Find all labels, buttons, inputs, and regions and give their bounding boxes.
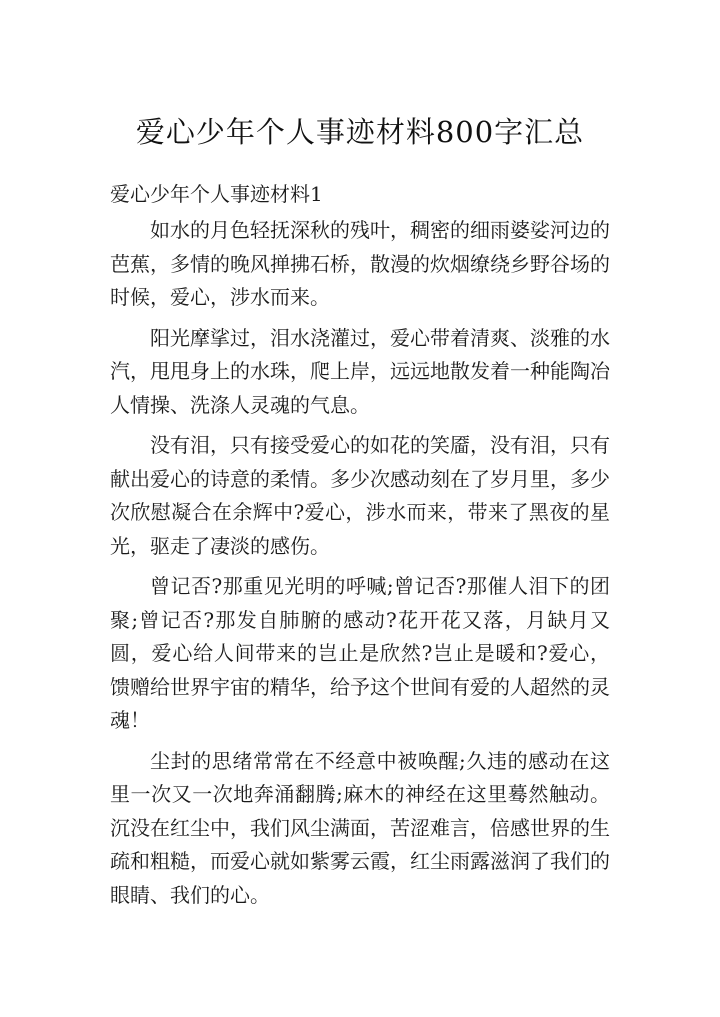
- document-body: [110, 214, 610, 919]
- paragraph-1: 如水的月色轻抚深秋的残叶，稠密的细雨婆娑河边的芭蕉，多情的晚风掸拂石桥，散漫的炊烟缭绕乡野谷场的时候，爱心，涉水而来。: [110, 218, 610, 309]
- paragraph-4: 曾记否?那重见光明的呼喊;曾记否?那催人泪下的团聚;曾记否?那发自肺腑的感动?花开花又落，月缺月又圆，爱心给人间带来的岂止是欣然?岂止是暖和?爱心，馈赠给世界宇宙的精华，给予这个世间有爱的人超然的灵魂！: [110, 574, 610, 732]
- section-heading: 爱心少年个人事迹材料1: [110, 182, 323, 206]
- document-title: 爱心少年个人事迹材料800字汇总: [135, 115, 585, 149]
- paragraph-2: 阳光摩挲过，泪水浇灌过，爱心带着清爽、淡雅的水汽，甩甩身上的水珠，爬上岸，远远地散发着一种能陶冶人情操、洗涤人灵魂的气息。: [110, 325, 610, 417]
- paragraph-5: 尘封的思绪常常在不经意中被唤醒;久违的感动在这里一次又一次地奔涌翻腾;麻木的神经在这里蓦然触动。沉没在红尘中，我们风尘满面，苦涩难言，倍感世界的生疏和粗糙，而爱心就如紫雾云霞，红尘雨露滋润了我们的眼睛、我们的心。: [110, 748, 610, 907]
- paragraph-3: 没有泪，只有接受爱心的如花的笑靥，没有泪，只有献出爱心的诗意的柔情。多少次感动刻在了岁月里，多少次欣慰凝合在余辉中?爱心，涉水而来，带来了黑夜的星光，驱走了凄淡的感伤。: [110, 433, 610, 558]
